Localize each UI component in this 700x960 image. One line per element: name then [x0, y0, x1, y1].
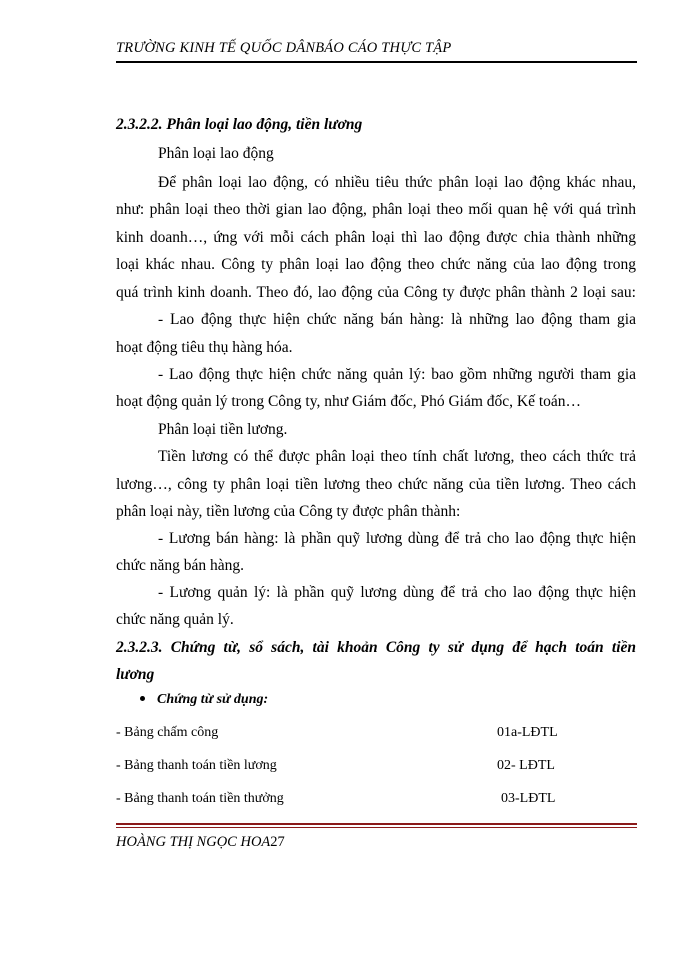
page-header: TRƯỜNG KINH TẾ QUỐC DÂNBÁO CÁO THỰC TẬP [116, 40, 452, 56]
list-item-line: - Lương quản lý: là phần quỹ lương dùng để trả cho lao động thực hiện [158, 584, 636, 601]
page-footer [116, 834, 285, 851]
list-item-line: - Lao động thực hiện chức năng quản lý: bao gồm những người tham gia [158, 366, 636, 383]
paragraph-line: như: phân loại theo thời gian lao động, phân loại theo mối quan hệ với quá trình [116, 201, 636, 218]
bullet-icon [140, 696, 145, 701]
paragraph-line: Để phân loại lao động, có nhiều tiêu thức phân loại lao động khác nhau, [158, 174, 636, 191]
list-item-line: - Lương bán hàng: là phần quỹ lương dùng để trả cho lao động thực hiện [158, 530, 636, 547]
list-item-line: chức năng quản lý. [116, 611, 234, 628]
document-name: - Bảng thanh toán tiền thưởng [116, 791, 284, 806]
list-item-line: hoạt động quản lý trong Công ty, như Giám đốc, Phó Giám đốc, Kế toán… [116, 393, 582, 410]
paragraph-line: kinh doanh…, ứng với mỗi cách phân loại thì lao động được chia thành những [116, 229, 636, 246]
paragraph-line: phân loại này, tiền lương của Công ty được phân thành: [116, 503, 461, 520]
list-item-line: chức năng bán hàng. [116, 557, 245, 574]
page-number: 27 [270, 834, 285, 850]
paragraph-line: quá trình kinh doanh. Theo đó, lao động của Công ty được phân thành 2 loại sau: [116, 284, 636, 301]
footer-rule [116, 823, 637, 825]
bullet-label: Chứng từ sử dụng: [157, 692, 269, 707]
section-heading-2-3-2-3: 2.3.2.3. Chứng từ, sổ sách, tài khoản Công ty sử dụng để hạch toán tiền [116, 639, 636, 656]
paragraph-line: Tiền lương có thể được phân loại theo tính chất lương, theo cách thức trả [158, 448, 636, 465]
section-heading-2-3-2-3-cont: lương [116, 666, 155, 683]
document-code: 01a-LĐTL [497, 725, 558, 740]
section-heading-2-3-2-2: 2.3.2.2. Phân loại lao động, tiền lương [116, 116, 363, 133]
document-name: - Bảng chấm công [116, 725, 219, 740]
header-rule [116, 61, 637, 63]
paragraph-line: lương…, công ty phân loại tiền lương theo chức năng của tiền lương. Theo cách [116, 476, 636, 493]
footer-author: HOÀNG THỊ NGỌC HOA [116, 834, 271, 850]
list-item-line: - Lao động thực hiện chức năng bán hàng: là những lao động tham gia [158, 311, 636, 328]
footer-rule-thin [116, 827, 637, 828]
salary-subtitle: Phân loại tiền lương. [158, 421, 288, 438]
document-code: 03-LĐTL [501, 791, 556, 806]
labor-subtitle: Phân loại lao động [158, 145, 274, 162]
document-code: 02- LĐTL [497, 758, 555, 773]
bullet-documents-used [140, 692, 268, 708]
document-name: - Bảng thanh toán tiền lương [116, 758, 277, 773]
list-item-line: hoạt động tiêu thụ hàng hóa. [116, 339, 293, 356]
paragraph-line: loại khác nhau. Công ty phân loại lao động theo chức năng của lao động trong [116, 256, 636, 273]
